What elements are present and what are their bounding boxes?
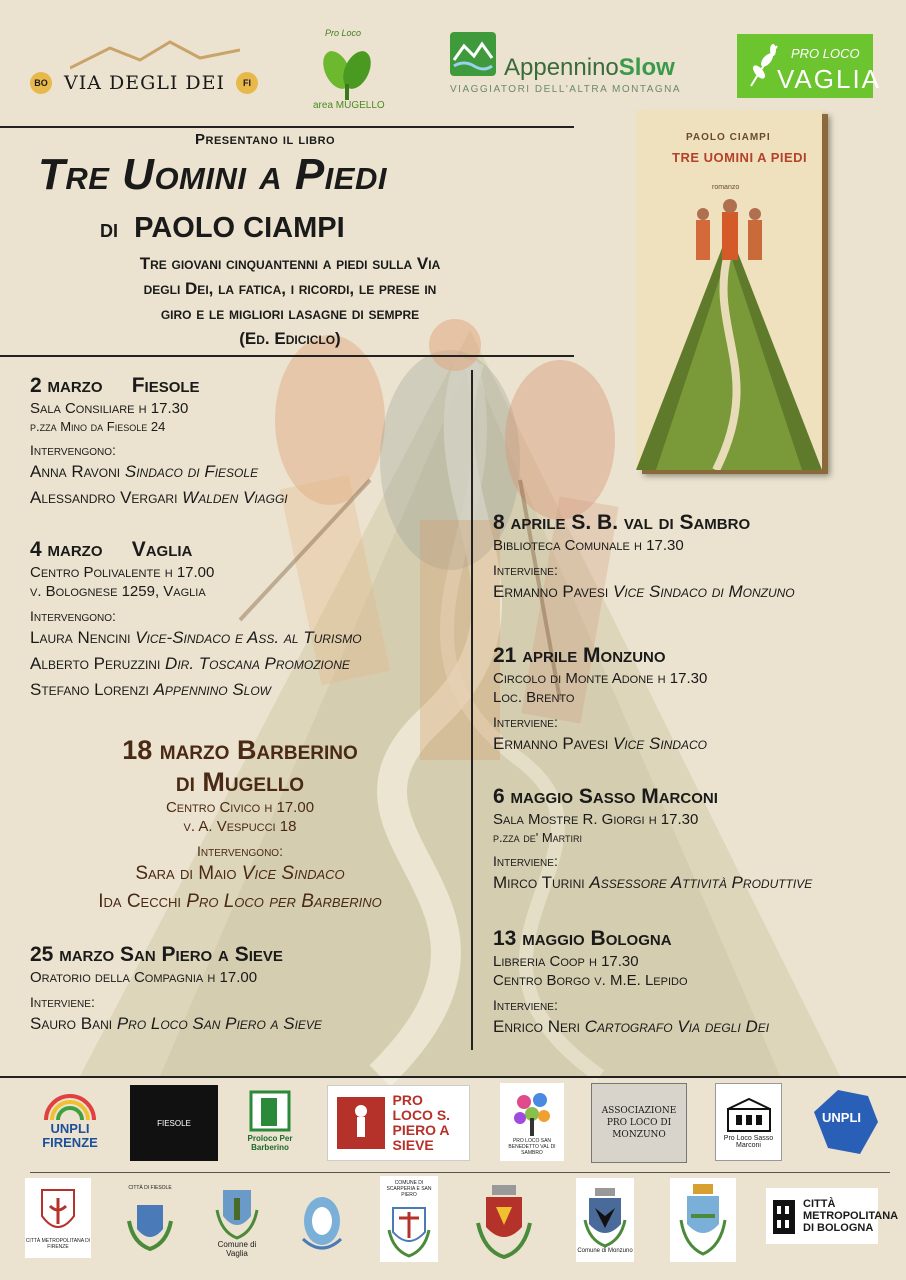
book-title: Tre Uomini a Piedi	[38, 150, 387, 199]
metro-firenze-logo: CITTÀ METROPOLITANA DI FIRENZE	[25, 1178, 91, 1258]
via-degli-dei-logo	[30, 40, 270, 100]
unpli-firenze-logo: UNPLI FIRENZE	[30, 1078, 110, 1158]
speaker: Alberto Peruzzini Dir. Toscana Promozione	[30, 654, 350, 673]
event-date-place: 21 aprile Monzuno	[493, 644, 666, 667]
comune-scarperia-logo: COMUNE DI SCARPERIA E SAN PIERO	[380, 1176, 438, 1262]
event-date-place: 18 marzo Barberino	[122, 735, 358, 765]
lily-crest-icon	[38, 1186, 78, 1238]
eagle-crest-icon	[581, 1186, 629, 1248]
book-author: di PAOLO CIAMPI	[100, 212, 345, 244]
presents-label: Presentano il libro	[195, 131, 336, 148]
tree-icon	[510, 1088, 554, 1138]
crest-icon	[123, 1191, 177, 1253]
metro-bologna-logo: CITTÀ METROPOLITANA DI BOLOGNA	[766, 1188, 878, 1244]
speaker: Ermanno Pavesi Vice Sindaco di Monzuno	[493, 582, 795, 601]
speaker: Ermanno Pavesi Vice Sindaco	[493, 734, 708, 753]
event-address: p.zza de' Martiri	[493, 830, 582, 845]
proloco-san-piero-logo: PRO LOCO S. PIERO A SIEVE	[327, 1085, 470, 1161]
crest-icon	[474, 1177, 534, 1261]
crest-icon	[385, 1198, 433, 1258]
mountain-icon	[70, 40, 240, 72]
event-venue: Sala Consiliare h 17.30	[30, 400, 189, 417]
logo-top-text: PRO LOCO	[791, 46, 860, 61]
header-rule	[0, 126, 574, 128]
speaker: Laura Nencini Vice-Sindaco e Ass. al Turismo	[30, 628, 362, 647]
cover-illustration	[636, 190, 822, 470]
book-synopsis: Tre giovani cinquantenni a piedi sulla Via degli Dei, la fatica, i ricordi, le prese in giro e le migliori lasagne di sempre (Ed. Ediciclo)	[30, 251, 550, 351]
event-13-maggio	[493, 926, 893, 1040]
tower-icon	[247, 1088, 293, 1134]
speaker: Enrico Neri Cartografo Via degli Dei	[493, 1017, 770, 1036]
event-venue: Sala Mostre R. Giorgi h 17.30	[493, 811, 699, 828]
event-18-marzo	[30, 734, 450, 916]
logo-top-text: Pro Loco	[325, 28, 362, 38]
event-date-place: 25 marzo San Piero a Sieve	[30, 943, 283, 966]
event-date-place: 6 maggio Sasso Marconi	[493, 785, 718, 808]
fi-badge: FI	[236, 72, 258, 94]
proloco-mugello-logo	[305, 18, 390, 123]
logo-name: VAGLIA	[777, 64, 882, 94]
wave-icon	[450, 32, 496, 76]
appennino-slow-logo	[450, 30, 700, 100]
crest-logo-8	[670, 1178, 736, 1262]
speaker: Alessandro Vergari Walden Viaggi	[30, 488, 288, 507]
figure-icon	[333, 1093, 389, 1153]
event-date-place: 2 marzo Fiesole	[30, 374, 200, 397]
tower-crest-icon	[769, 1194, 799, 1238]
proloco-sasso-marconi-logo: Pro Loco Sasso Marconi	[715, 1083, 782, 1161]
event-venue: Centro Civico h 17.00	[165, 799, 315, 816]
column-divider	[471, 370, 473, 1050]
speaker: Anna Ravoni Sindaco di Fiesole	[30, 462, 259, 481]
footer-rule	[0, 1076, 906, 1078]
speaker: Ida Cecchi Pro Loco per Barberino	[98, 891, 382, 912]
event-label: Intervengono:	[197, 843, 283, 859]
comune-monzuno-logo: Comune di Monzuno	[576, 1178, 634, 1262]
event-address: Centro Borgo v. M.E. Lepido	[493, 972, 688, 989]
crest-icon	[675, 1180, 731, 1260]
event-venue: Oratorio della Compagnia h 17.00	[30, 969, 258, 986]
proloco-vaglia-logo	[737, 34, 882, 98]
event-address: v. Bolognese 1259, Vaglia	[30, 583, 206, 600]
event-place-cont: di Mugello	[175, 767, 305, 797]
event-4-marzo	[30, 537, 470, 703]
event-label: Interviene:	[30, 994, 95, 1010]
event-8-aprile	[493, 510, 893, 605]
leaves-icon	[317, 44, 377, 100]
logo-bottom-text: area MUGELLO	[313, 100, 385, 111]
speaker: Sara di Maio Vice Sindaco	[135, 863, 345, 884]
unpli-logo: UNPLI	[808, 1082, 882, 1162]
event-2-marzo	[30, 373, 460, 511]
event-venue: Biblioteca Comunale h 17.30	[493, 537, 684, 554]
event-address: v. A. Vespucci 18	[183, 818, 297, 835]
title-rule	[0, 355, 574, 357]
event-label: Interviene:	[493, 714, 558, 730]
bo-badge: BO	[30, 72, 52, 94]
logo-text: VIA DEGLI DEI	[64, 72, 226, 94]
event-venue: Circolo di Monte Adone h 17.30	[493, 670, 708, 687]
proloco-sambro-logo: PRO LOCO SAN BENEDETTO VAL DI SAMBRO	[500, 1083, 564, 1161]
event-21-aprile	[493, 643, 893, 757]
speaker: Sauro Bani Pro Loco San Piero a Sieve	[30, 1014, 322, 1033]
crest-icon	[213, 1182, 261, 1240]
event-address: Loc. Brento	[493, 689, 575, 706]
event-label: Intervengono:	[30, 608, 116, 624]
event-venue: Centro Polivalente h 17.00	[30, 564, 215, 581]
event-address: p.zza Mino da Fiesole 24	[30, 419, 166, 434]
logo-tagline: VIAGGIATORI DELL'ALTRA MONTAGNA	[450, 84, 682, 95]
event-label: Interviene:	[493, 853, 558, 869]
crest-logo-4	[294, 1178, 350, 1262]
building-icon	[724, 1095, 774, 1135]
event-date-place: 13 maggio Bologna	[493, 927, 672, 950]
speaker: Mirco Turini Assessore Attività Produttive	[493, 873, 813, 892]
rainbow-icon	[40, 1086, 100, 1122]
event-label: Intervengono:	[30, 442, 116, 458]
event-venue: Libreria Coop h 17.30	[493, 953, 639, 970]
event-label: Interviene:	[493, 562, 558, 578]
comune-vaglia-logo: Comune di Vaglia	[210, 1178, 264, 1262]
crest-icon	[297, 1179, 347, 1261]
event-label: Interviene:	[493, 997, 558, 1013]
speaker: Stefano Lorenzi Appennino Slow	[30, 680, 272, 699]
proloco-monzuno-logo: ASSOCIAZIONE PRO LOCO DI MONZUNO	[591, 1083, 687, 1163]
logo-name: AppenninoSlow	[504, 54, 675, 81]
event-date-place: 8 aprile S. B. val di Sambro	[493, 511, 751, 534]
publisher: (Ed. Ediciclo)	[239, 329, 341, 348]
event-6-maggio	[493, 784, 893, 896]
footer-divider	[30, 1172, 890, 1173]
fiesole-logo: FIESOLE	[130, 1085, 218, 1161]
crest-logo-6	[472, 1176, 536, 1262]
event-25-marzo	[30, 942, 460, 1037]
citta-fiesole-logo: CITTÀ DI FIESOLE	[118, 1178, 182, 1260]
event-date-place: 4 marzo Vaglia	[30, 538, 193, 561]
book-cover: PAOLO CIAMPI TRE UOMINI A PIEDI romanzo	[636, 110, 832, 474]
proloco-barberino-logo: Proloco Per Barberino	[245, 1082, 295, 1158]
